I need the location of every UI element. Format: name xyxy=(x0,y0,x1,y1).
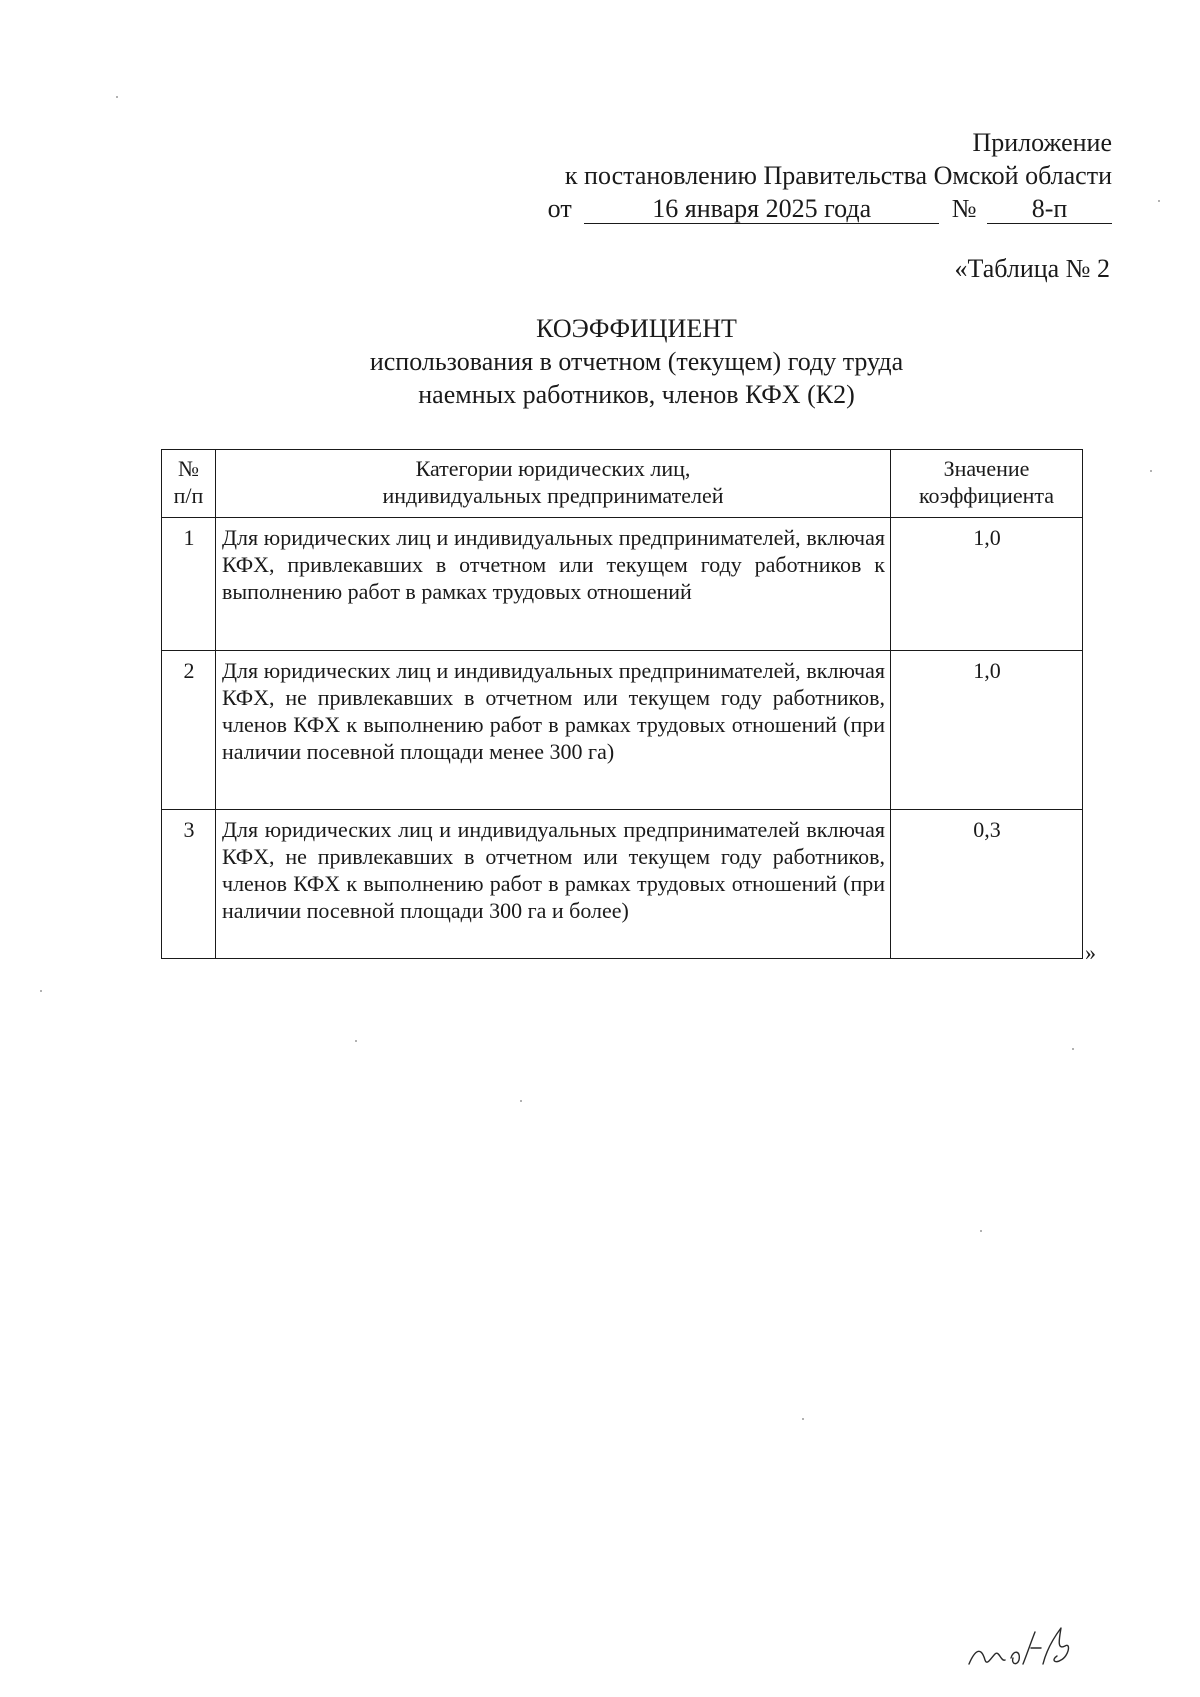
row-value: 1,0 xyxy=(891,651,1083,810)
header-value xyxy=(891,450,1083,518)
decree-date-row xyxy=(548,192,1112,225)
scan-speck xyxy=(40,990,42,992)
scan-speck xyxy=(980,1230,982,1232)
scan-speck xyxy=(116,96,118,98)
number-label: № xyxy=(951,194,977,223)
handwritten-signature xyxy=(965,1620,1085,1670)
row-category: Для юридических лиц и индивидуальных предпринимателей, включая КФХ, привлекавших в отчетном или текущем году работников к выполнению работ в рамках трудовых отношений xyxy=(216,518,891,651)
header-category-line2: индивидуальных предпринимателей xyxy=(382,483,724,508)
row-value: 0,3 xyxy=(891,810,1083,959)
appendix-reference: к постановлению Правительства Омской области xyxy=(564,161,1112,190)
decree-number: 8-п xyxy=(987,195,1112,224)
row-category: Для юридических лиц и индивидуальных предпринимателей, включая КФХ, не привлекавших в отчетном или текущем году работников, членов КФХ к выполнению работ в рамках трудовых отношений (при наличии посевной площади менее 300 га) xyxy=(216,651,891,810)
header-category-line1: Категории юридических лиц, xyxy=(415,456,691,481)
title-line-3: наемных работников, членов КФХ (К2) xyxy=(418,380,855,409)
coefficient-table xyxy=(161,449,1083,959)
table-row xyxy=(162,651,1083,810)
row-value: 1,0 xyxy=(891,518,1083,651)
title-line-1: КОЭФФИЦИЕНТ xyxy=(536,314,737,343)
document-title xyxy=(0,312,1200,411)
decree-date: 16 января 2025 года xyxy=(584,195,939,224)
scan-speck xyxy=(802,1418,804,1420)
closing-quote: » xyxy=(1085,940,1096,965)
scan-speck xyxy=(1150,470,1152,472)
table-row xyxy=(162,518,1083,651)
header-category xyxy=(216,450,891,518)
row-number: 1 xyxy=(162,518,216,651)
row-category: Для юридических лиц и индивидуальных предпринимателей включая КФХ, не привлекавших в отчетном или текущем году работников, членов КФХ к выполнению работ в рамках трудовых отношений (при наличии посевной площади 300 га и более) xyxy=(216,810,891,959)
header-value-line2: коэффициента xyxy=(918,483,1055,508)
header-number-line1: № xyxy=(178,456,199,481)
title-line-2: использования в отчетном (текущем) году труда xyxy=(369,347,904,376)
table-header-row xyxy=(162,450,1083,518)
header-value-line1: Значение xyxy=(943,456,1030,481)
row-number: 3 xyxy=(162,810,216,959)
table-label: «Таблица № 2 xyxy=(954,254,1110,283)
appendix-title: Приложение xyxy=(972,128,1112,157)
table-row xyxy=(162,810,1083,959)
scan-speck xyxy=(355,1040,357,1042)
header-number xyxy=(162,450,216,518)
scan-speck xyxy=(520,1100,522,1102)
date-prefix: от xyxy=(547,194,572,223)
scan-speck xyxy=(1158,200,1160,202)
appendix-header xyxy=(548,126,1112,225)
scan-speck xyxy=(1072,1048,1074,1050)
row-number: 2 xyxy=(162,651,216,810)
header-number-line2: п/п xyxy=(173,483,204,508)
